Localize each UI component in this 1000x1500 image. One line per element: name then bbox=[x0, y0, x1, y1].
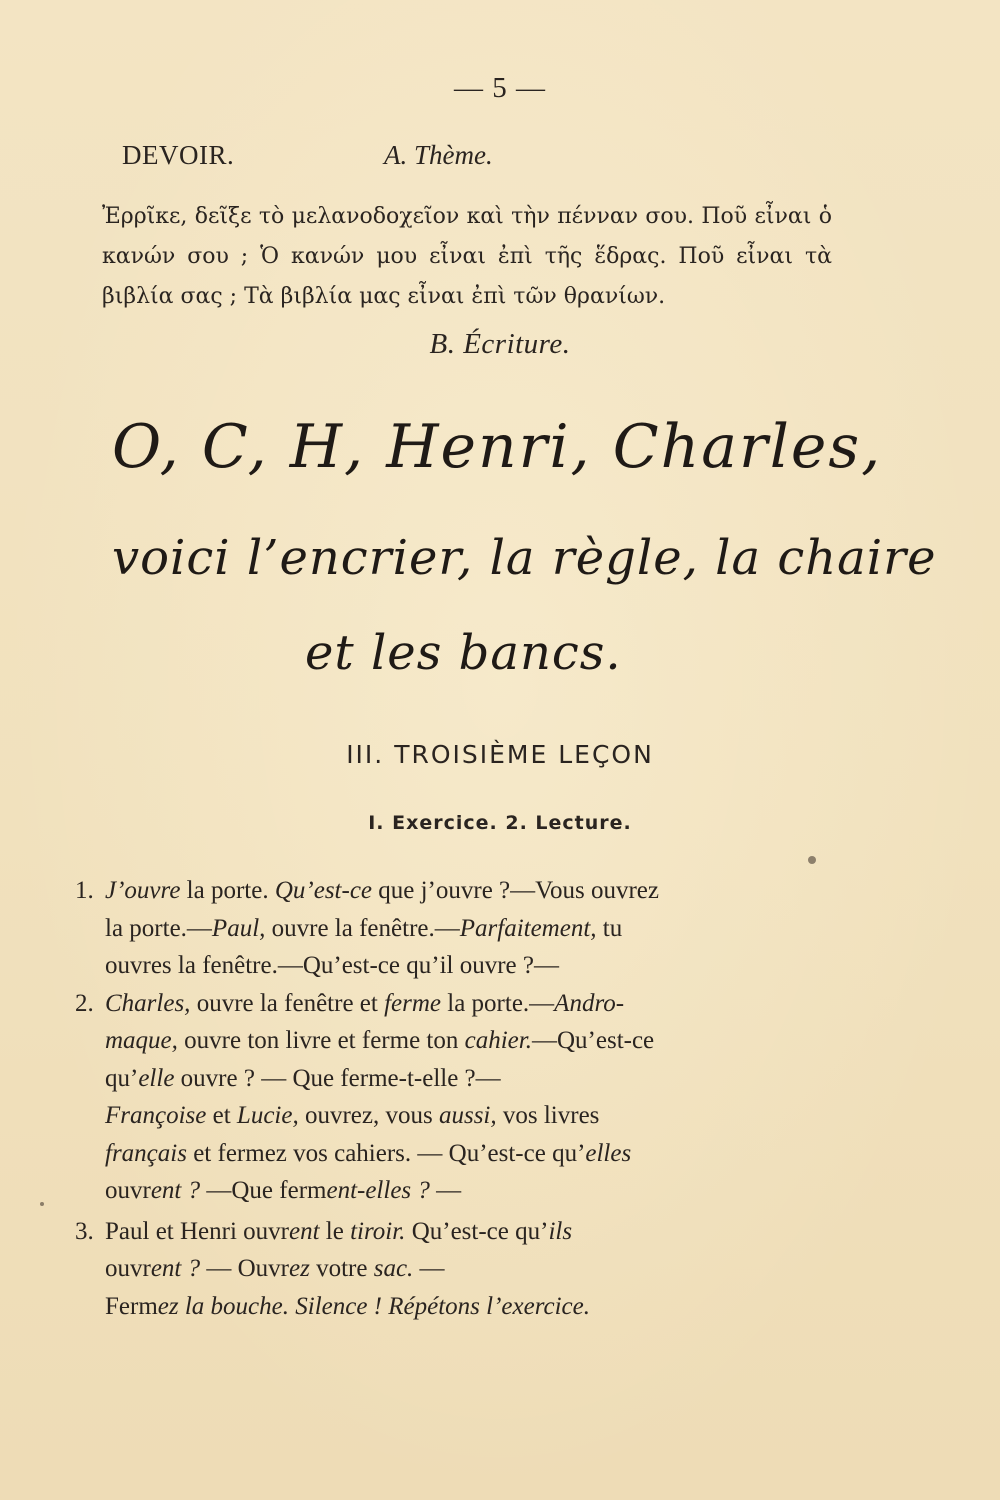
roman-text: ouvre ton livre et ferme ton bbox=[177, 1027, 465, 1054]
italic-text: Françoise bbox=[105, 1102, 207, 1129]
roman-text: — bbox=[429, 1177, 462, 1204]
italic-text: aussi, bbox=[438, 1102, 497, 1129]
roman-text: ouvrez, vous bbox=[298, 1102, 439, 1129]
exercise-number: 1. bbox=[75, 877, 94, 904]
roman-text: votre bbox=[309, 1255, 374, 1282]
roman-text: ouvre la fenêtre.— bbox=[265, 914, 460, 942]
roman-text: et bbox=[206, 1102, 237, 1129]
italic-text: ent ? bbox=[150, 1255, 201, 1282]
exercise-line bbox=[105, 1135, 830, 1173]
exercise-line bbox=[105, 1213, 830, 1251]
italic-text: Andro- bbox=[554, 989, 625, 1017]
roman-text: qu’ bbox=[105, 1064, 139, 1092]
ecriture-heading: B. Écriture. bbox=[429, 328, 571, 360]
exercise-item bbox=[75, 872, 830, 985]
lesson-title: III. TROISIÈME LEÇON bbox=[346, 740, 654, 769]
roman-text: que j’ouvre ?—Vous ouvrez bbox=[372, 877, 659, 904]
handwriting-line-2: voici l’encrier, la règle, la chaire bbox=[112, 530, 937, 586]
exercise-line bbox=[105, 910, 830, 948]
roman-text: la porte.— bbox=[441, 989, 555, 1017]
italic-text: ent-elles ? bbox=[326, 1177, 430, 1204]
roman-text: ouvr bbox=[105, 1177, 151, 1204]
exercise-line bbox=[105, 1097, 830, 1135]
italic-text: Lucie, bbox=[236, 1102, 299, 1129]
handwriting-line-3: et les bancs. bbox=[305, 625, 622, 681]
italic-text: Paul, bbox=[211, 914, 266, 942]
devoir-heading bbox=[122, 140, 822, 180]
exercise-number: 2. bbox=[75, 989, 94, 1017]
handwriting-line-1: O, C, H, Henri, Charles, bbox=[112, 412, 883, 482]
exercise-item bbox=[75, 1213, 830, 1326]
italic-text: tiroir. bbox=[350, 1217, 406, 1245]
exercise-line bbox=[105, 1250, 830, 1288]
italic-text: ils bbox=[548, 1217, 573, 1245]
roman-text: ouvre la fenêtre et bbox=[190, 989, 385, 1017]
exercise-line bbox=[105, 872, 830, 910]
italic-text: ent bbox=[288, 1217, 320, 1245]
ink-speck bbox=[808, 856, 816, 864]
italic-text: ferme bbox=[384, 989, 441, 1017]
roman-text: Ferm bbox=[105, 1292, 158, 1320]
italic-text: ez bbox=[157, 1292, 179, 1320]
italic-text: elle bbox=[138, 1064, 175, 1092]
ink-speck bbox=[40, 1202, 44, 1206]
exercise-list bbox=[75, 872, 830, 1325]
exercise-line bbox=[105, 1172, 830, 1210]
italic-text: elles bbox=[585, 1139, 632, 1167]
roman-text: et fermez vos cahiers. — Qu’est-ce qu’ bbox=[186, 1139, 586, 1167]
theme-heading: A. Thème. bbox=[384, 140, 493, 170]
roman-text: vos livres bbox=[496, 1102, 600, 1129]
italic-text: maque, bbox=[105, 1027, 178, 1054]
roman-text: tu bbox=[596, 914, 623, 942]
roman-text: — bbox=[413, 1255, 445, 1282]
lesson-subtitle: I. Exercice. 2. Lecture. bbox=[368, 812, 632, 834]
greek-exercise-text: Ἐρρῖκε, δεῖξε τὸ μελανοδοχεῖον καὶ τὴν πένναν σου. Ποῦ εἶναι ὁ κανών σου ; Ὁ κανών μου εἶναι ἐπὶ τῆς ἕδρας. Ποῦ εἶναι τὰ βιβλία σας ; Τὰ βιβλία μας εἶναι ἐπὶ τῶν θρανίων. bbox=[102, 204, 832, 309]
italic-text: ez bbox=[289, 1255, 310, 1282]
italic-text: Parfaitement, bbox=[459, 914, 597, 942]
devoir-label: DEVOIR. bbox=[122, 140, 235, 170]
exercise-line bbox=[105, 1022, 830, 1060]
italic-text: sac. bbox=[373, 1255, 414, 1282]
roman-text: la porte. bbox=[180, 877, 275, 904]
italic-text: la bouche. Silence ! Répétons l’exercice. bbox=[184, 1292, 590, 1320]
roman-text: Qu’est-ce qu’ bbox=[405, 1217, 549, 1245]
exercise-number: 3. bbox=[75, 1217, 94, 1245]
roman-text: le bbox=[319, 1217, 351, 1245]
exercise-line bbox=[105, 1288, 830, 1326]
italic-text: Qu’est-ce bbox=[274, 877, 373, 904]
roman-text: la porte.— bbox=[105, 914, 212, 942]
roman-text: —Que ferm bbox=[200, 1177, 327, 1204]
italic-text: Charles, bbox=[105, 989, 191, 1017]
exercise-line bbox=[105, 1060, 830, 1098]
roman-text: —Qu’est-ce bbox=[531, 1027, 655, 1054]
exercise-line bbox=[105, 985, 830, 1023]
italic-text: J’ouvre bbox=[105, 877, 181, 904]
roman-text: ouvr bbox=[105, 1255, 151, 1282]
roman-text: — Ouvr bbox=[200, 1255, 290, 1282]
exercise-line bbox=[105, 947, 830, 985]
roman-text: ouvres la fenêtre.—Qu’est-ce qu’il ouvre ?— bbox=[105, 952, 559, 979]
italic-text: ent ? bbox=[150, 1177, 201, 1204]
italic-text: français bbox=[105, 1139, 187, 1167]
exercise-item bbox=[75, 985, 830, 1210]
italic-text: cahier. bbox=[464, 1027, 532, 1054]
roman-text: ouvre ? — Que ferme-t-elle ?— bbox=[174, 1064, 501, 1092]
page-number: — 5 — bbox=[454, 72, 546, 104]
roman-text: Paul et Henri ouvr bbox=[105, 1217, 289, 1245]
